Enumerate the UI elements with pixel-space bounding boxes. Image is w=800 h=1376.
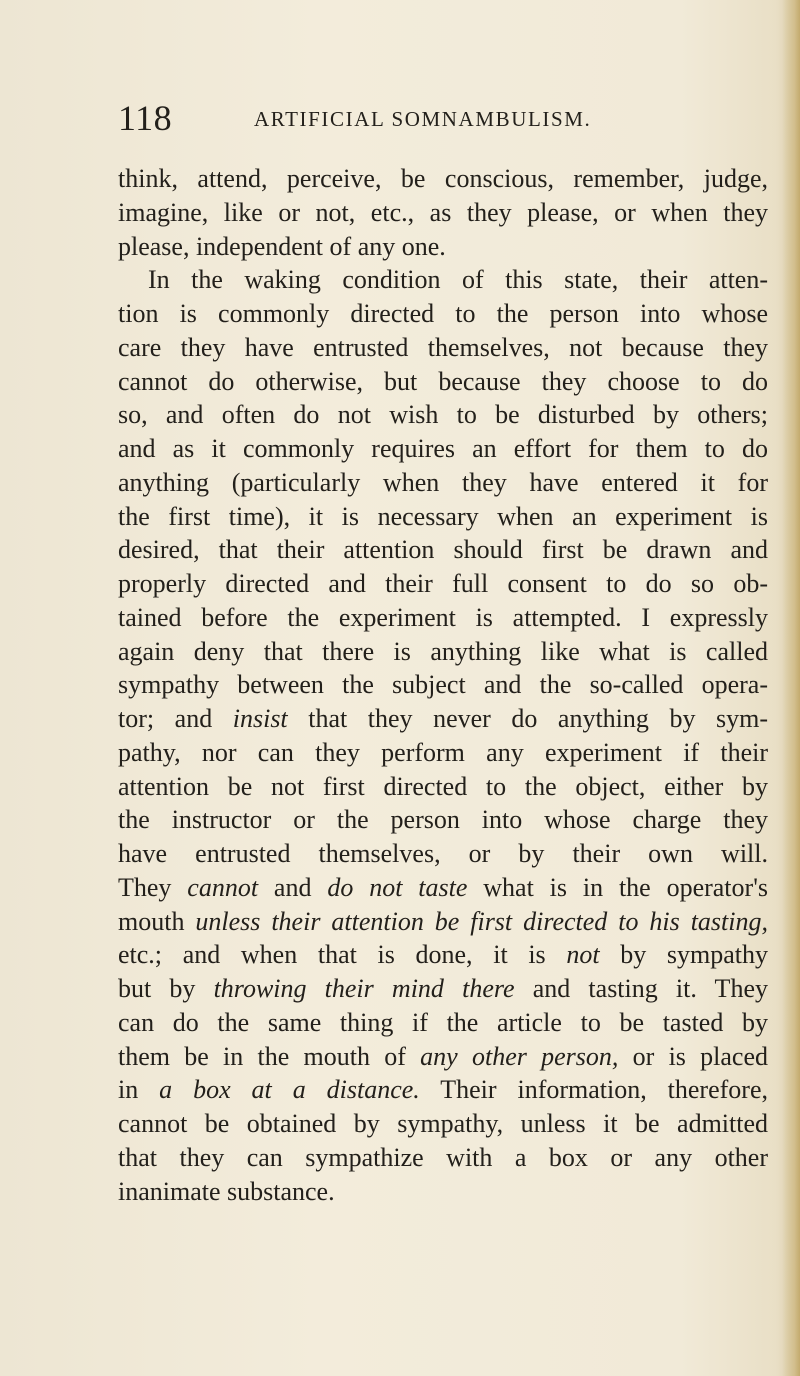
text-line [118, 938, 768, 972]
italic-text: insist [232, 704, 288, 733]
text-segment: tion is commonly directed to the person into whose [118, 299, 768, 328]
text-segment: anything (particularly when they have entered it for [118, 467, 768, 497]
text-segment: and [258, 872, 328, 902]
italic-text: throwing their mind there [213, 974, 515, 1003]
page-edge-shadow [782, 0, 800, 1376]
text-segment: in [118, 1075, 160, 1105]
text-line [118, 230, 768, 264]
text-line [118, 196, 768, 230]
text-segment: mouth [118, 906, 196, 936]
text-segment: or is placed [618, 1041, 769, 1071]
text-segment: tor; and [118, 704, 233, 733]
text-line [118, 837, 768, 871]
page-header [118, 96, 768, 140]
text-line [118, 466, 768, 500]
text-segment: but by [118, 974, 214, 1003]
text-segment: They [118, 872, 188, 902]
text-segment: cannot be obtained by sympathy, unless it be admitted [118, 1109, 768, 1138]
text-line [118, 1141, 768, 1175]
text-segment: imagine, like or not, etc., as they please, or when they [118, 197, 768, 227]
text-line [118, 500, 768, 534]
text-segment: attention be not first directed to the object, either by [118, 771, 768, 801]
text-segment: that they never do anything by sym- [287, 704, 768, 733]
text-line [118, 1006, 768, 1040]
text-line [118, 1175, 768, 1209]
text-segment: etc.; and when that is done, it is [118, 940, 567, 970]
text-segment: so, and often do not wish to be disturbed by others; [118, 400, 768, 430]
text-segment: what is in the operator's [467, 872, 768, 902]
text-line [118, 1040, 768, 1074]
italic-text: a box at a distance. [159, 1075, 420, 1105]
italic-text: unless their attention be first directed to his tasting, [195, 906, 768, 936]
body-text [118, 162, 768, 1208]
text-segment: by sympathy [599, 940, 769, 970]
running-head: ARTIFICIAL SOMNAMBULISM. [254, 107, 592, 131]
italic-text: cannot [187, 872, 259, 902]
italic-text: do not taste [327, 872, 468, 902]
text-line [118, 1107, 768, 1141]
text-line [118, 432, 768, 466]
page-number: 118 [118, 98, 173, 138]
text-segment: tained before the experiment is attempted. I expressly [118, 602, 768, 632]
italic-text: any other person, [420, 1041, 619, 1071]
text-segment: the instructor or the person into whose charge they [118, 805, 768, 835]
text-segment: think, attend, perceive, be conscious, remember, judge, [118, 164, 768, 193]
text-line [118, 770, 768, 804]
text-line [118, 871, 768, 905]
text-line [118, 533, 768, 567]
text-segment: inanimate substance. [118, 1176, 335, 1206]
text-segment: have entrusted themselves, or by their own will. [118, 839, 768, 868]
text-segment: cannot do otherwise, but because they choose to do [118, 366, 768, 396]
text-line [118, 905, 768, 939]
text-line [118, 635, 768, 669]
text-segment: and as it commonly requires an effort for them to do [118, 434, 768, 463]
text-line [118, 297, 768, 331]
text-segment: pathy, nor can they perform any experiment if their [118, 737, 768, 767]
text-segment: sympathy between the subject and the so-called opera- [118, 670, 768, 700]
text-line [118, 567, 768, 601]
text-line [118, 803, 768, 837]
text-segment: desired, that their attention should first be drawn and [118, 535, 768, 565]
text-line [118, 972, 768, 1006]
text-line [118, 398, 768, 432]
text-segment: can do the same thing if the article to be tasted by [118, 1007, 768, 1037]
text-segment: and tasting it. They [514, 974, 768, 1003]
text-line [118, 365, 768, 399]
text-line [118, 162, 768, 196]
text-segment: care they have entrusted themselves, not because they [118, 332, 768, 362]
text-segment: Their information, therefore, [419, 1075, 768, 1105]
text-segment: them be in the mouth of [118, 1041, 421, 1071]
text-segment: that they can sympathize with a box or any other [118, 1142, 768, 1172]
text-line [118, 702, 768, 736]
text-segment: In the waking condition of this state, their atten- [148, 265, 768, 295]
text-line [118, 601, 768, 635]
text-line [118, 668, 768, 702]
italic-text: not [566, 940, 600, 970]
text-line [118, 263, 768, 297]
text-segment: please, independent of any one. [118, 231, 446, 261]
text-segment: properly directed and their full consent to do so ob- [118, 569, 768, 598]
text-line [118, 331, 768, 365]
text-segment: again deny that there is anything like what is called [118, 636, 768, 666]
text-segment: the first time), it is necessary when an experiment is [118, 501, 768, 531]
text-line [118, 1073, 768, 1107]
text-line [118, 736, 768, 770]
